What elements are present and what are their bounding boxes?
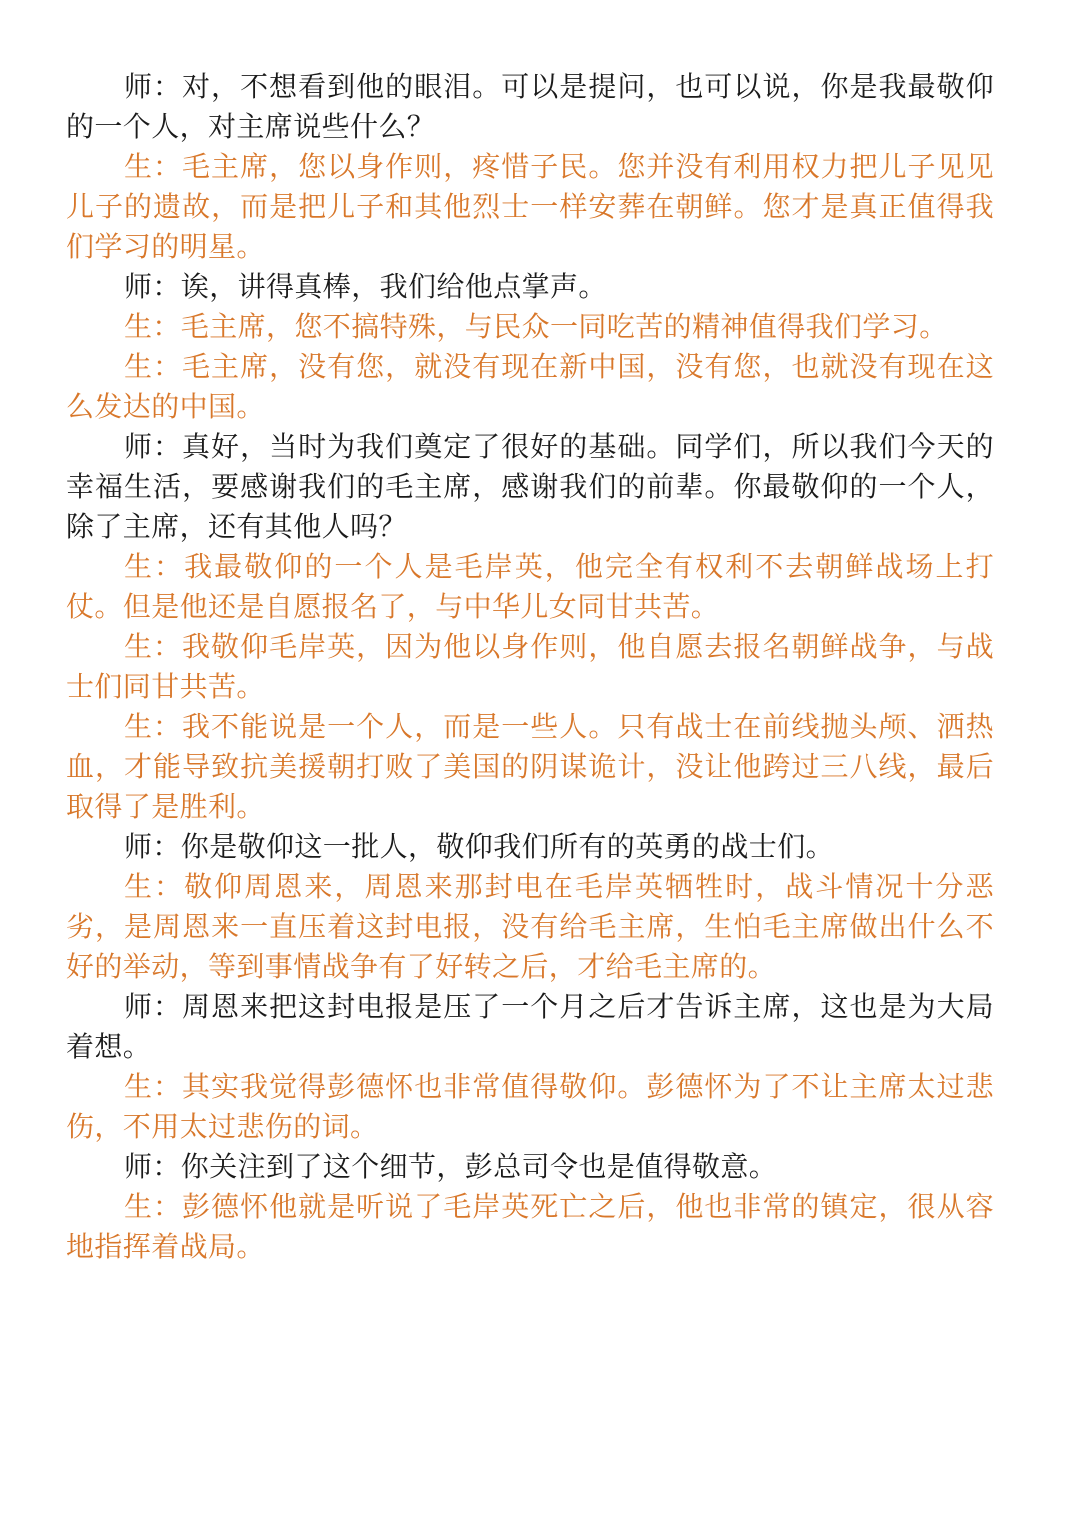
teacher-line: 师：你关注到了这个细节，彭总司令也是值得敬意。 xyxy=(124,1150,778,1183)
student-line: 生：敬仰周恩来，周恩来那封电在毛岸英牺牲时，战斗情况十分恶劣，是周恩来一直压着这封电报，没有给毛主席，生怕毛主席做出什么不好的举动，等到事情战争有了好转之后，才给毛主席的。 xyxy=(66,870,994,983)
teacher-line: 师：诶，讲得真棒，我们给他点掌声。 xyxy=(124,270,607,303)
student-line: 生：其实我觉得彭德怀也非常值得敬仰。彭德怀为了不让主席太过悲伤，不用太过悲伤的词。 xyxy=(66,1070,994,1143)
classroom-transcript xyxy=(66,67,994,1267)
student-line: 生：我不能说是一个人，而是一些人。只有战士在前线抛头颅、洒热血，才能导致抗美援朝打败了美国的阴谋诡计，没让他跨过三八线，最后取得了是胜利。 xyxy=(66,710,994,823)
student-line: 生：毛主席，您不搞特殊，与民众一同吃苦的精神值得我们学习。 xyxy=(124,310,948,343)
teacher-line: 师：真好，当时为我们奠定了很好的基础。同学们，所以我们今天的幸福生活，要感谢我们的毛主席，感谢我们的前辈。你最敬仰的一个人，除了主席，还有其他人吗？ xyxy=(66,430,994,543)
student-line: 生：我最敬仰的一个人是毛岸英，他完全有权利不去朝鲜战场上打仗。但是他还是自愿报名了，与中华儿女同甘共苦。 xyxy=(66,550,994,623)
teacher-line: 师：周恩来把这封电报是压了一个月之后才告诉主席，这也是为大局着想。 xyxy=(66,990,994,1063)
student-line: 生：彭德怀他就是听说了毛岸英死亡之后，他也非常的镇定，很从容地指挥着战局。 xyxy=(66,1190,994,1263)
student-line: 生：我敬仰毛岸英，因为他以身作则，他自愿去报名朝鲜战争，与战士们同甘共苦。 xyxy=(66,630,994,703)
student-line: 生：毛主席，您以身作则，疼惜子民。您并没有利用权力把儿子见见儿子的遗故，而是把儿子和其他烈士一样安葬在朝鲜。您才是真正值得我们学习的明星。 xyxy=(66,150,994,263)
teacher-line: 师：对，不想看到他的眼泪。可以是提问，也可以说，你是我最敬仰的一个人，对主席说些什么？ xyxy=(66,70,994,143)
teacher-line: 师：你是敬仰这一批人，敬仰我们所有的英勇的战士们。 xyxy=(124,830,835,863)
student-line: 生：毛主席，没有您，就没有现在新中国，没有您，也就没有现在这么发达的中国。 xyxy=(66,350,994,423)
